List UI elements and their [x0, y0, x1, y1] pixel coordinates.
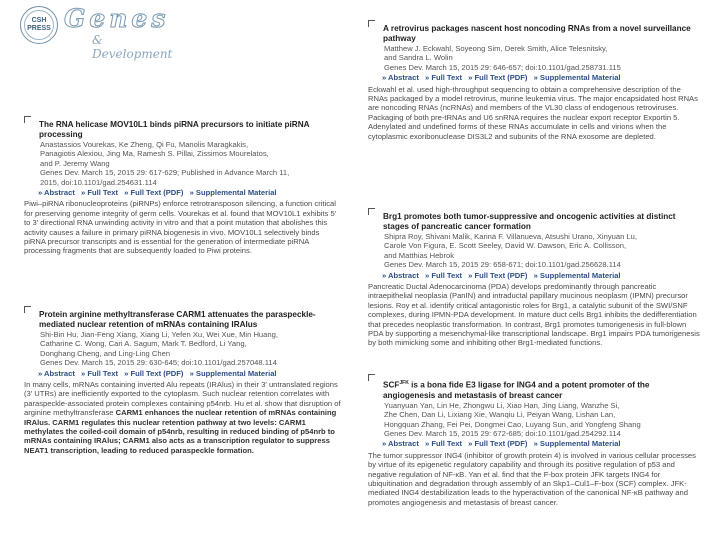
full-text-link[interactable]: » Full Text [424, 439, 462, 449]
select-checkbox[interactable] [24, 116, 31, 123]
authors-line: Shi-Bin Hu, Jian-Feng Xiang, Xiang Li, Yefen Xu, Wei Xue, Min Huang, [40, 330, 278, 339]
authors-line: Hongquan Zhang, Fei Pei, Dongmei Cao, Luyang Sun, and Yongfeng Shang [384, 419, 641, 429]
article-4 [368, 212, 702, 348]
supplemental-link[interactable]: » Supplemental Material [189, 368, 277, 378]
authors-line: Catharine C. Wong, Cari A. Sagum, Mark T. Bedford, Li Yang, [40, 339, 247, 349]
full-text-link[interactable]: » Full Text [424, 73, 462, 83]
pdf-link[interactable]: » Full Text (PDF) [468, 270, 528, 280]
authors-line: and Matthias Hebrok [384, 250, 455, 260]
title-prefix: SCF [383, 380, 400, 390]
select-checkbox[interactable] [368, 208, 375, 215]
article-3 [368, 24, 702, 141]
abstract-text: In many cells, mRNAs containing inverted Alu repeats (IRAlus) in their 3′ untranslated regions (3′ UTRs) are inefficiently exported to the cytoplasm. Such nuclear retention correlates with paraspeckle-associated protein complexes containing p54nrb. Hu et al. show that disruption of arginine methyltransferase [24, 380, 341, 418]
article-title[interactable]: A retrovirus packages nascent host noncoding RNAs from a novel surveillance pathway [383, 24, 691, 43]
abstract-link[interactable]: » Abstract [38, 188, 75, 198]
abstract-text: Piwi–piRNA ribonucleoproteins (piRNPs) enforce retrotransposon silencing, a function critical for preserving genome integrity of germ cells. Vourekas et al. found that MOV10L1 exhibits 5′ to 3′ directional RNA unwinding activity in vitro and that a point mutation that abolishes this activity causes a failure in primary piRNA biogenesis in vivo. MOV10L1 selectively binds piRNA precursor transcripts and is essential for the generation of intermediate piRNA processing fragments that are subsequently loaded to Piwi proteins. [24, 199, 337, 256]
supplemental-link[interactable]: » Supplemental Material [189, 188, 277, 198]
article-1 [24, 120, 342, 256]
title-superscript: JFK [399, 380, 409, 386]
supplemental-link[interactable]: » Supplemental Material [533, 73, 621, 83]
citation-line: Genes Dev. March 15, 2015 29: 646-657; doi:10.1101/gad.258731.115 [384, 62, 621, 72]
journal-logo [20, 4, 173, 61]
article-title[interactable]: Protein arginine methyltransferase CARM1 attenuates the paraspeckle-mediated nuclear retention of mRNAs containing IRAlus [39, 310, 316, 329]
brand-main: Genes [64, 4, 170, 33]
authors-line: and Sandra L. Wolin [384, 53, 453, 63]
pdf-link[interactable]: » Full Text (PDF) [468, 439, 528, 449]
abstract-link[interactable]: » Abstract [382, 439, 419, 449]
authors-line: Donghang Cheng, and Ling-Ling Chen [40, 348, 171, 358]
citation-line: Genes Dev. March 15, 2015 29: 617-629; Published in Advance March 11, [40, 168, 290, 178]
abstract-text-emphasis: CARM1 enhances the nuclear retention of mRNAs containing IRAlus. CARM1 regulates this nuclear retention pathway at two levels: CARM1 methylates the coiled-coil domain of p54nrb, resulting in reduced binding of p54nrb to mRNAs containing IRAlus; CARM1 also acts as a transcription regulator to suppress NEAT1 transcription, leading to reduced paraspeckle formation. [24, 408, 337, 455]
article-title[interactable]: The RNA helicase MOV10L1 binds piRNA precursors to initiate piRNA processing [39, 120, 310, 139]
abstract-text: The tumor suppressor ING4 (inhibitor of growth protein 4) is involved in various cellular processes by virtue of its epigenetic regulatory capability and through its positive regulation of p53 and negative regulation of NF-κB. Yan et al. find that the F-box protein JFK targets ING4 for ubiquitination and degradation through assembly of an Skp1–Cul1–F-box (SCF) complex. JFK-mediated ING4 destabilization leads to the hyperactivation of the canonical NF-κB pathway and promotes angiogenesis and metastasis of breast cancer. [368, 450, 696, 507]
brand-sub: & Development [92, 33, 173, 61]
article-5 [368, 378, 702, 507]
full-text-link[interactable]: » Full Text [424, 270, 462, 280]
abstract-link[interactable]: » Abstract [382, 270, 419, 280]
citation-line: Genes Dev. March 15, 2015 29: 658-671; doi:10.1101/gad.256628.114 [384, 260, 621, 270]
citation-line: 2015, doi:10.1101/gad.254631.114 [40, 177, 157, 187]
pdf-link[interactable]: » Full Text (PDF) [124, 188, 184, 198]
authors-line: Yuanyuan Yan, Lin He, Zhongwu Li, Xiao Han, Jing Liang, Wanzhe Si, [384, 400, 620, 410]
citation-line: Genes Dev. March 15, 2015 29: 672-685; doi:10.1101/gad.254292.114 [384, 428, 621, 438]
supplemental-link[interactable]: » Supplemental Material [533, 439, 621, 449]
full-text-link[interactable]: » Full Text [80, 188, 118, 198]
cshl-press-seal [20, 6, 58, 44]
abstract-link[interactable]: » Abstract [38, 368, 75, 378]
article-title[interactable]: Brg1 promotes both tumor-suppressive and oncogenic activities at distinct stages of pancreatic cancer formation [383, 212, 676, 231]
pdf-link[interactable]: » Full Text (PDF) [468, 73, 528, 83]
citation-line: Genes Dev. March 15, 2015 29: 630-645; doi:10.1101/gad.257048.114 [40, 358, 277, 368]
authors-line: Zhe Chen, Dan Li, Lixiang Xie, Wanqiu Li, Peiyan Wang, Lishan Lan, [384, 410, 616, 420]
select-checkbox[interactable] [368, 374, 375, 381]
seal-line2: PRESS [27, 25, 51, 32]
authors-line: Carole Von Figura, E. Scott Seeley, David W. Dawson, Eric A. Collisson, [384, 241, 627, 251]
full-text-link[interactable]: » Full Text [80, 368, 118, 378]
authors-line: Matthew J. Eckwahl, Soyeong Sim, Derek Smith, Alice Telesnitsky, [384, 44, 608, 53]
abstract-text: Eckwahl et al. used high-throughput sequencing to obtain a comprehensive description of the RNAs packaged by a model retrovirus, murine leukemia virus. The major encapsidated host RNAs are noncoding RNAs (ncRNAs) and members of the VL30 class of endogenous retroviruses. Packaging of both pre-tRNAs and U6 snRNA requires the nuclear export receptor Exportin 5. Adenylated and undefined forms of these RNAs accumulate in cells and virions when the cytoplasmic exoribonuclease DIS3L2 and subunits of the RNA exosome are depleted. [368, 84, 698, 141]
supplemental-link[interactable]: » Supplemental Material [533, 270, 621, 280]
authors-line: Shipra Roy, Shivani Malik, Karina F. Villanueva, Atsushi Urano, Xinyuan Lu, [384, 232, 637, 241]
article-title[interactable] [383, 378, 702, 401]
select-checkbox[interactable] [368, 20, 375, 27]
pdf-link[interactable]: » Full Text (PDF) [124, 368, 184, 378]
title-rest: is a bona fide E3 ligase for ING4 and a potent promoter of the angiogenesis and metastasis of breast cancer [383, 380, 650, 400]
article-2 [24, 310, 342, 455]
abstract-link[interactable]: » Abstract [382, 73, 419, 83]
seal-line1: CSH [31, 17, 47, 24]
abstract-text: Pancreatic Ductal Adenocarcinoma (PDA) develops predominantly through pancreatic intraepithelial neoplasia (PanIN) and intraductal papillary mucinous neoplasm (IPMN) precursor lesions. Roy et al. identify critical antagonistic roles for Brg1, a catalytic subunit of the SWI/SNF complexes, during IPMN-PDA development. In mature duct cells Brg1 inhibits the dedifferentiation that precedes neoplastic transformation. In contrast, Brg1 promotes tumorigenesis in full-blown PDA by supporting a mesenchymal-like transcriptional landscape. Brg1 impairs PDA tumorigenesis by both mimicking some and inhibiting other Brg1-mediated functions. [368, 282, 700, 348]
authors-line: Panagiotis Alexiou, Jing Ma, Ramesh S. Pillai, Zissimos Mourelatos, [40, 149, 269, 159]
select-checkbox[interactable] [24, 306, 31, 313]
authors-line: Anastassios Vourekas, Ke Zheng, Qi Fu, Manolis Maragkakis, [40, 140, 249, 149]
authors-line: and P. Jeremy Wang [40, 158, 110, 168]
